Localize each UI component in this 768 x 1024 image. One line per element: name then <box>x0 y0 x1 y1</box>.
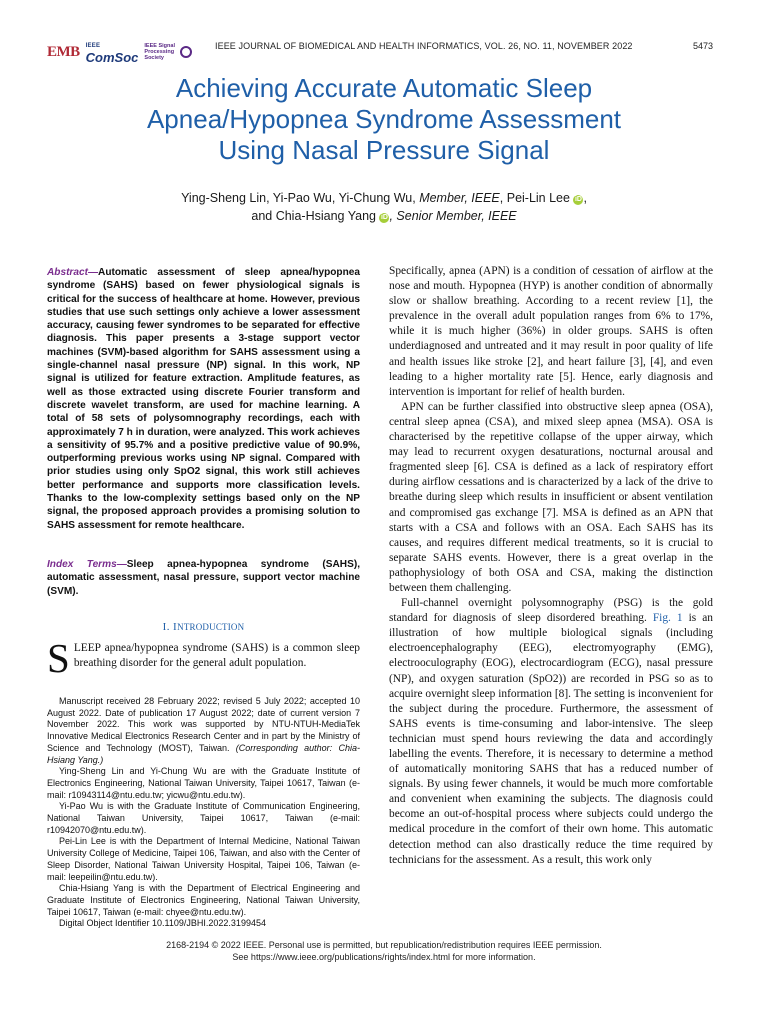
title-line-3: Using Nasal Pressure Signal <box>218 135 550 165</box>
comsoc-logo-ieee: IEEE <box>85 43 101 49</box>
signal-processing-logo <box>144 43 192 61</box>
drop-cap: S <box>47 635 70 681</box>
body-paragraph-3-b: is an illustration of how multiple biological signals (including electroencephalography (EEG), electromyography (EMG), electrooculography (EOG), electrocardiogram (ECG), nasal pressure (NP), and oxygen saturation (SpO2)) are recorded in PSG so as to acquire overnight sleep information [8]. The setting is inconvenient for the subject during the procedure. Furthermore, the assessment of SAHS events is time-consuming and labor-intensive. The sleep technician must spend hours reviewing the data and accordingly labelling the events. Therefore, it is necessary to determine a method of automatically monitoring SAHS that has a reduced number of signals. By using fewer channels, it would be much more comfortable and convenient when examining the subjects. The diagnosis could become an out-of-hospital process where subjects could undergo the medical procedure in the comfort of their own home. This automatic detection method can also drastically reduce the time required by technicians for the assessment. As a result, this work only <box>389 612 713 866</box>
author-names-3: and Chia-Hsiang Yang <box>251 209 376 223</box>
footnotes <box>47 696 360 930</box>
author-list <box>60 189 708 225</box>
orcid-icon[interactable]: iD <box>574 196 582 203</box>
body-paragraph-1: Specifically, apnea (APN) is a condition of cessation of airflow at the nose and mouth. Hypopnea (HYP) is another condition of abnormally slow or shallow breathing. According to a recent review [1], the prevalence in the overall adult population ranges from 6% to 17%, while it is much higher (36%) in older groups. SAHS is often underdiagnosed and untreated and it may result in poor quality of life and health issues like stroke [2], and heart failure [3], [4], and even leading to a higher mortality rate [5]. Hence, early diagnosis and intervention is important for relief of health burden. <box>389 265 713 398</box>
author-line-2 <box>60 207 708 225</box>
index-terms <box>47 558 360 598</box>
copyright-footer <box>47 940 721 963</box>
page-number: 5473 <box>693 41 714 51</box>
footnote-manuscript-text: Manuscript received 28 February 2022; revised 5 July 2022; accepted 10 August 2022. Date of publication 17 August 2022; date of current version 7 November 2022. This work was supported by NTU-NTUH-MediaTek Innovative Medical Electronics Research Center and in part by the Ministry of Science and Technology (MOST), Taiwan. <box>47 696 360 753</box>
body-paragraph-2: APN can be further classified into obstructive sleep apnea (OSA), central sleep apnea (CSA), and mixed sleep apnea (MSA). OSA is characterised by the repetitive collapse of the upper airway, which may lead to recurrent oxygen desaturations, nocturnal arousal and fragmented sleep [6]. CSA is defined as a lack of respiratory effort during airflow cessations and is characterized by a lack of the drive to breathe during sleep which results in insufficient or absent ventilation and compromised gas exchange [7]. MSA is defined as an APN that starts with a CSA and follows with an OSA. Each SAHS has its causes, and requires different medical treatments, so it is crucial to separate SAHS events. However, there is a great overlap in the pathophysiology of both OSA and CSA, making the distinction between them challenging. <box>389 400 713 594</box>
copyright-line-2: See https://www.ieee.org/publications/rights/index.html for more information. <box>232 951 536 962</box>
section-heading-introduction <box>47 621 360 633</box>
section-numeral: I. <box>162 621 174 633</box>
abstract-lead: Abstract— <box>47 267 99 278</box>
author-names-2: , Pei-Lin Lee <box>499 191 570 205</box>
intro-lead-caps: LEEP <box>73 642 101 654</box>
author-line-1-end: , <box>583 191 587 205</box>
footnote-affiliation-3: Pei-Lin Lee is with the Department of Internal Medicine, National Taiwan University College of Medicine, Taipei 106, Taiwan, and also with the Center of Sleep Disorder, National Taiwan University Hospital, Taipei 106, Taiwan (e-mail: leepeilin@ntu.edu.tw). <box>47 836 360 882</box>
index-terms-text: Sleep apnea-hypopnea syndrome (SAHS), automatic assessment, nasal pressure, support vector machine (SVM). <box>47 559 360 597</box>
right-column-body <box>389 264 713 868</box>
intro-paragraph <box>47 635 360 681</box>
footnote-doi: Digital Object Identifier 10.1109/JBHI.2022.3199454 <box>59 918 266 929</box>
comsoc-logo-text: ComSoc <box>85 50 139 65</box>
author-line-1 <box>60 189 708 207</box>
author-names-1: Ying-Sheng Lin, Yi-Pao Wu, Yi-Chung Wu, <box>181 191 416 205</box>
section-title-rest: NTRODUCTION <box>177 622 245 632</box>
body-paragraph-3-a: Full-channel overnight polysomnography (PSG) is the gold standard for diagnosis of sleep disordered breathing. <box>389 597 713 625</box>
paper-title <box>60 73 708 166</box>
senior-member-label: , Senior Member, IEEE <box>389 209 517 223</box>
signal-processing-logo-text: IEEE Signal Processing Society <box>144 43 175 61</box>
emb-logo: EMB <box>47 43 80 60</box>
title-line-1: Achieving Accurate Automatic Sleep <box>175 73 593 103</box>
title-line-2: Apnea/Hypopnea Syndrome Assessment <box>146 104 622 134</box>
corresponding-author: (Corresponding author: Chia-Hsiang Yang.) <box>47 742 360 765</box>
index-terms-lead: Index Terms— <box>47 559 127 570</box>
footnote-affiliation-2: Yi-Pao Wu is with the Graduate Institute of Communication Engineering, National Taiwan University, Taipei 10617, Taiwan (e-mail: r10942070@ntu.edu.tw). <box>47 801 360 835</box>
intro-text: apnea/hypopnea syndrome (SAHS) is a common sleep breathing disorder for the general adult population. <box>73 642 360 669</box>
orcid-icon[interactable]: iD <box>380 214 388 221</box>
running-head: IEEE JOURNAL OF BIOMEDICAL AND HEALTH INFORMATICS, VOL. 26, NO. 11, NOVEMBER 2022 <box>215 41 633 51</box>
society-logos <box>47 39 192 65</box>
signal-processing-mark-icon <box>180 46 192 58</box>
footnote-manuscript <box>47 696 360 766</box>
section-title-initial: I <box>173 621 178 633</box>
footnote-affiliation-4: Chia-Hsiang Yang is with the Department of Electrical Engineering and Graduate Institute of Electronics Engineering, National Taiwan University, Taipei 10617, Taiwan (e-mail: chyee@ntu.edu.tw). <box>47 883 360 917</box>
abstract <box>47 266 360 532</box>
copyright-line-1: 2168-2194 © 2022 IEEE. Personal use is permitted, but republication/redistribution requires IEEE permission. <box>166 940 602 950</box>
figure-1-link[interactable]: Fig. 1 <box>652 612 683 625</box>
body-paragraph-3 <box>389 596 713 868</box>
abstract-text: Automatic assessment of sleep apnea/hypopnea syndrome (SAHS) based on fewer physiological signals is critical for the success of healthcare at home. However, previous studies that use such settings only achieve a lower assessment accuracy, causing fewer syndromes to be separated for effective diagnosis. This paper presents a 3-stage support vector machines (SVM)-based algorithm for SAHS assessment using a single-channel nasal pressure (NP) signal. In this work, NP signal is utilized for feature extraction. Amplitude features, as well as those extracted using discrete Fourier transform and discrete wavelet transform, are used for machine learning. A total of 58 sets of polysomnography recordings, each with approximately 7 h in duration, were analyzed. This work achieves a sensitivity of 95.7% and a positive predictive value of 90.9%, outperforming previous works using NP signal. Compared with prior studies using only SpO2 signal, this work still achieves better performance and supports more classification levels. Thanks to the low-complexity settings based only on the NP signal, the proposed approach provides a promising solution to SAHS assessment for remote healthcare. <box>47 267 361 531</box>
member-label: Member, IEEE <box>419 191 500 205</box>
comsoc-logo <box>86 41 139 63</box>
footnote-affiliation-1: Ying-Sheng Lin and Yi-Chung Wu are with the Graduate Institute of Electronics Engineering, National Taiwan University, Taipei 10617, Taiwan (e-mail: r10943114@ntu.edu.tw; yicwu@ntu.edu.tw). <box>47 766 360 800</box>
